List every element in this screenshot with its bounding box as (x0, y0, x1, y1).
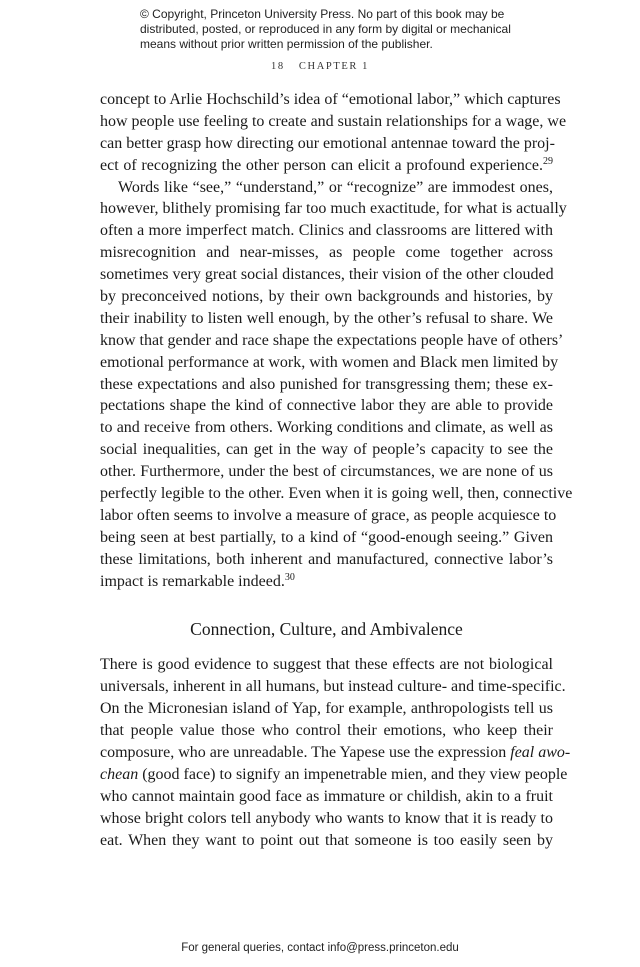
text-line: whose bright colors tell anybody who wants to know that it is ready to (100, 809, 553, 827)
text-line: often a more imperfect match. Clinics and classrooms are littered with (100, 222, 553, 240)
footnote-ref-30: 30 (284, 571, 295, 583)
text-line: by preconceived notions, by their own backgrounds and histories, by (100, 288, 553, 306)
page-number: 18 (270, 61, 285, 72)
text-line: who cannot maintain good face as immature or childish, akin to a fruit (100, 787, 553, 805)
text-line: There is good evidence to suggest that these effects are not biological (100, 656, 553, 674)
text-line: concept to Arlie Hochschild’s idea of “emotional labor,” which captures (100, 91, 561, 108)
text-line: however, blithely promising far too much exactitude, for what is actually (100, 200, 567, 218)
text-line: to and receive from others. Working conditions and climate, as well as (100, 419, 553, 437)
italic-term: chean (100, 765, 139, 783)
running-head (0, 61, 640, 72)
text-segment: (good face) to signify an impenetrable mien, and they view people (138, 765, 568, 783)
text-line: social inequalities, can get in the way of people’s capacity to see the (100, 441, 553, 459)
text-line (100, 742, 571, 764)
text-segment: ect of recognizing the other person can elicit a profound experience. (100, 156, 543, 174)
text-line: Words like “see,” “understand,” or “recognize” are immodest ones, (118, 178, 553, 196)
chapter-label: CHAPTER 1 (298, 61, 370, 72)
text-line: emotional performance at work, with women and Black men limited by (100, 353, 559, 371)
text-line: sometimes very great social distances, their vision of the other clouded (100, 266, 554, 284)
text-line: universals, inherent in all humans, but instead culture- and time-specific. (100, 678, 566, 696)
text-line: eat. When they want to point out that someone is too easily seen by (100, 831, 553, 849)
text-line: labor often seems to involve a measure of grace, as people acquiesce to (100, 506, 557, 524)
copyright-line: means without prior written permission of the publisher. (140, 37, 433, 51)
copyright-notice (140, 7, 540, 52)
text-segment: impact is remarkable indeed. (100, 572, 285, 590)
body-text (100, 89, 573, 852)
text-line: perfectly legible to the other. Even when it is going well, then, connective (100, 485, 573, 503)
text-line: know that gender and race shape the expectations people have of others’ (100, 331, 564, 349)
text-line: can better grasp how directing our emotional antennae toward the proj- (100, 134, 555, 152)
text-line: these expectations and also punished for transgressing them; these ex- (100, 375, 553, 393)
text-line: these limitations, both inherent and manufactured, connective labor’s (100, 550, 553, 568)
text-line: how people use feeling to create and sustain relationships for a wage, we (100, 112, 567, 130)
text-segment: composure, who are unreadable. The Yapese use the expression (100, 744, 507, 762)
paragraph (100, 654, 571, 851)
text-line: that people value those who control their emotions, who keep their (100, 722, 553, 740)
copyright-line: © Copyright, Princeton University Press. No part of this book may be (140, 7, 505, 21)
text-line (100, 571, 553, 593)
footnote-ref-29: 29 (543, 155, 553, 167)
section-heading: Connection, Culture, and Ambivalence (190, 619, 463, 640)
footer-contact: For general queries, contact info@press.princeton.edu (181, 942, 459, 954)
text-line: being seen at best partially, to a kind of “good-enough seeing.” Given (100, 528, 553, 546)
italic-term: feal awo- (510, 744, 571, 762)
text-line (100, 764, 568, 786)
paragraph (100, 177, 573, 593)
text-line: pectations shape the kind of connective labor they are able to provide (100, 397, 553, 415)
text-line: On the Micronesian island of Yap, for example, anthropologists tell us (100, 700, 553, 718)
text-line: other. Furthermore, under the best of circumstances, we are none of us (100, 463, 553, 481)
text-line (100, 155, 553, 177)
text-line: their inability to listen well enough, by the other’s refusal to share. We (100, 309, 553, 327)
paragraph (100, 89, 567, 177)
copyright-line: distributed, posted, or reproduced in any form by digital or mechanical (140, 22, 511, 36)
text-line: misrecognition and near-misses, as people come together across (100, 244, 553, 262)
